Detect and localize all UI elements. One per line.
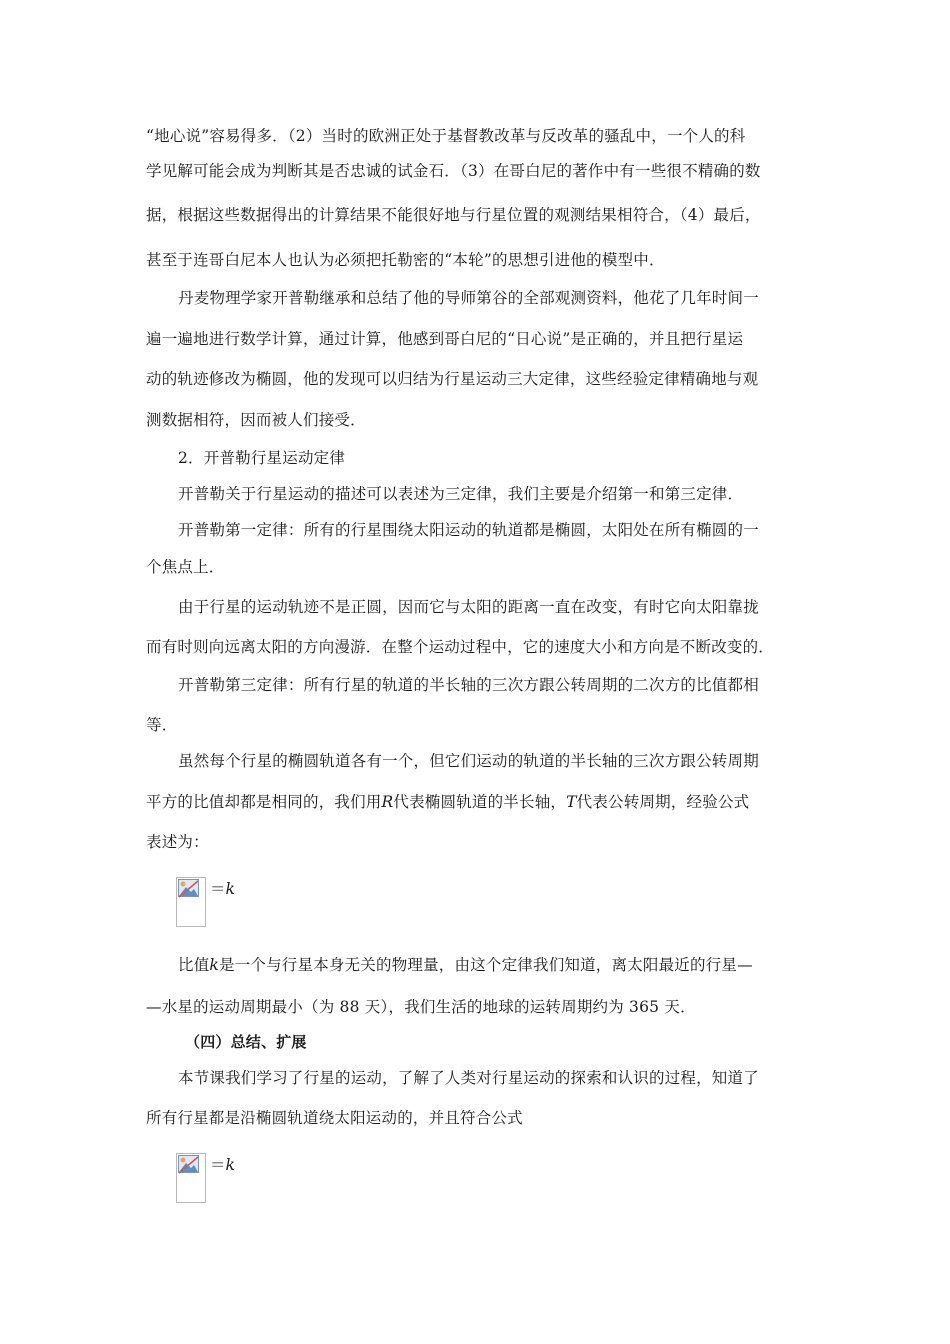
text-line: 测数据相符，因而被人们接受．: [146, 411, 366, 429]
text-line: 所有行星都是沿椭圆轨道绕太阳运动的，并且符合公式: [146, 1109, 523, 1127]
broken-image-icon: [178, 879, 200, 899]
text-line: 由于行星的运动轨迹不是正圆，因而它与太阳的距离一直在改变，有时它向太阳靠拢: [178, 598, 759, 616]
text-span: 代表公转周期，经验公式: [576, 793, 750, 811]
broken-image-icon: [178, 1155, 200, 1175]
text-span: 是一个与行星本身无关的物理量，由这个定律我们知道，离太阳最近的行星—: [219, 956, 753, 974]
text-span: 代表椭圆轨道的半长轴，: [393, 793, 567, 811]
text-line: 遍一遍地进行数学计算，通过计算，他感到哥白尼的“日心说”是正确的，并且把行星运: [146, 330, 744, 348]
text-line: —水星的运动周期最小（为 88 天），我们生活的地球的运转周期约为 365 天．: [146, 998, 696, 1016]
text-line: 个焦点上．: [146, 558, 225, 576]
text-span: 比值: [178, 956, 210, 974]
text-span: 平方的比值却都是相同的，我们用: [146, 793, 382, 811]
formula: [176, 877, 235, 929]
text-line: 本节课我们学习了行星的运动，了解了人类对行星运动的探索和认识的过程，知道了: [178, 1069, 759, 1087]
text-line: [178, 955, 808, 975]
text-line: 丹麦物理学家开普勒继承和总结了他的导师第谷的全部观测资料，他花了几年时间一: [178, 289, 759, 307]
variable-k: k: [209, 956, 219, 974]
text-line: 据，根据这些数据得出的计算结果不能很好地与行星位置的观测结果相符合，（4）最后，: [146, 206, 761, 224]
section-heading: 2．开普勒行星运动定律: [178, 449, 346, 467]
formula-image-placeholder: [176, 1153, 206, 1203]
text-line: “地心说”容易得多．（2）当时的欧洲正处于基督教改革与反改革的骚乱中，一个人的科: [146, 127, 746, 145]
text-line: 虽然每个行星的椭圆轨道各有一个，但它们运动的轨道的半长轴的三次方跟公转周期: [178, 752, 759, 770]
equals-sign: ＝: [210, 1156, 226, 1174]
formula: [176, 1153, 235, 1205]
equals-sign: ＝: [210, 880, 226, 898]
text-line: 开普勒关于行星运动的描述可以表述为三定律，我们主要是介绍第一和第三定律．: [178, 485, 744, 503]
formula-equation: [210, 1155, 235, 1175]
variable-T: T: [566, 793, 577, 811]
text-line: [146, 792, 808, 812]
variable-k: k: [225, 880, 235, 898]
text-line: 而有时则向远离太阳的方向漫游．在整个运动过程中，它的速度大小和方向是不断改变的．: [146, 638, 775, 656]
text-line: 表述为：: [146, 833, 209, 851]
variable-R: R: [381, 793, 394, 811]
variable-k: k: [225, 1156, 235, 1174]
formula-image-placeholder: [176, 877, 206, 927]
text-line: 开普勒第一定律：所有的行星围绕太阳运动的轨道都是椭圆，太阳处在所有椭圆的一: [178, 521, 759, 539]
text-line: 甚至于连哥白尼本人也认为必须把托勒密的“本轮”的思想引进他的模型中．: [146, 251, 665, 269]
text-line: 学见解可能会成为判断其是否忠诚的试金石．（3）在哥白尼的著作中有一些很不精确的数: [146, 162, 761, 180]
formula-equation: [210, 879, 235, 899]
text-line: 开普勒第三定律：所有行星的轨道的半长轴的三次方跟公转周期的二次方的比值都相: [178, 676, 759, 694]
text-line: 等．: [146, 716, 178, 734]
section-heading: （四）总结、扩展: [185, 1033, 307, 1051]
text-line: 动的轨迹修改为椭圆，他的发现可以归结为行星运动三大定律，这些经验定律精确地与观: [146, 370, 759, 388]
